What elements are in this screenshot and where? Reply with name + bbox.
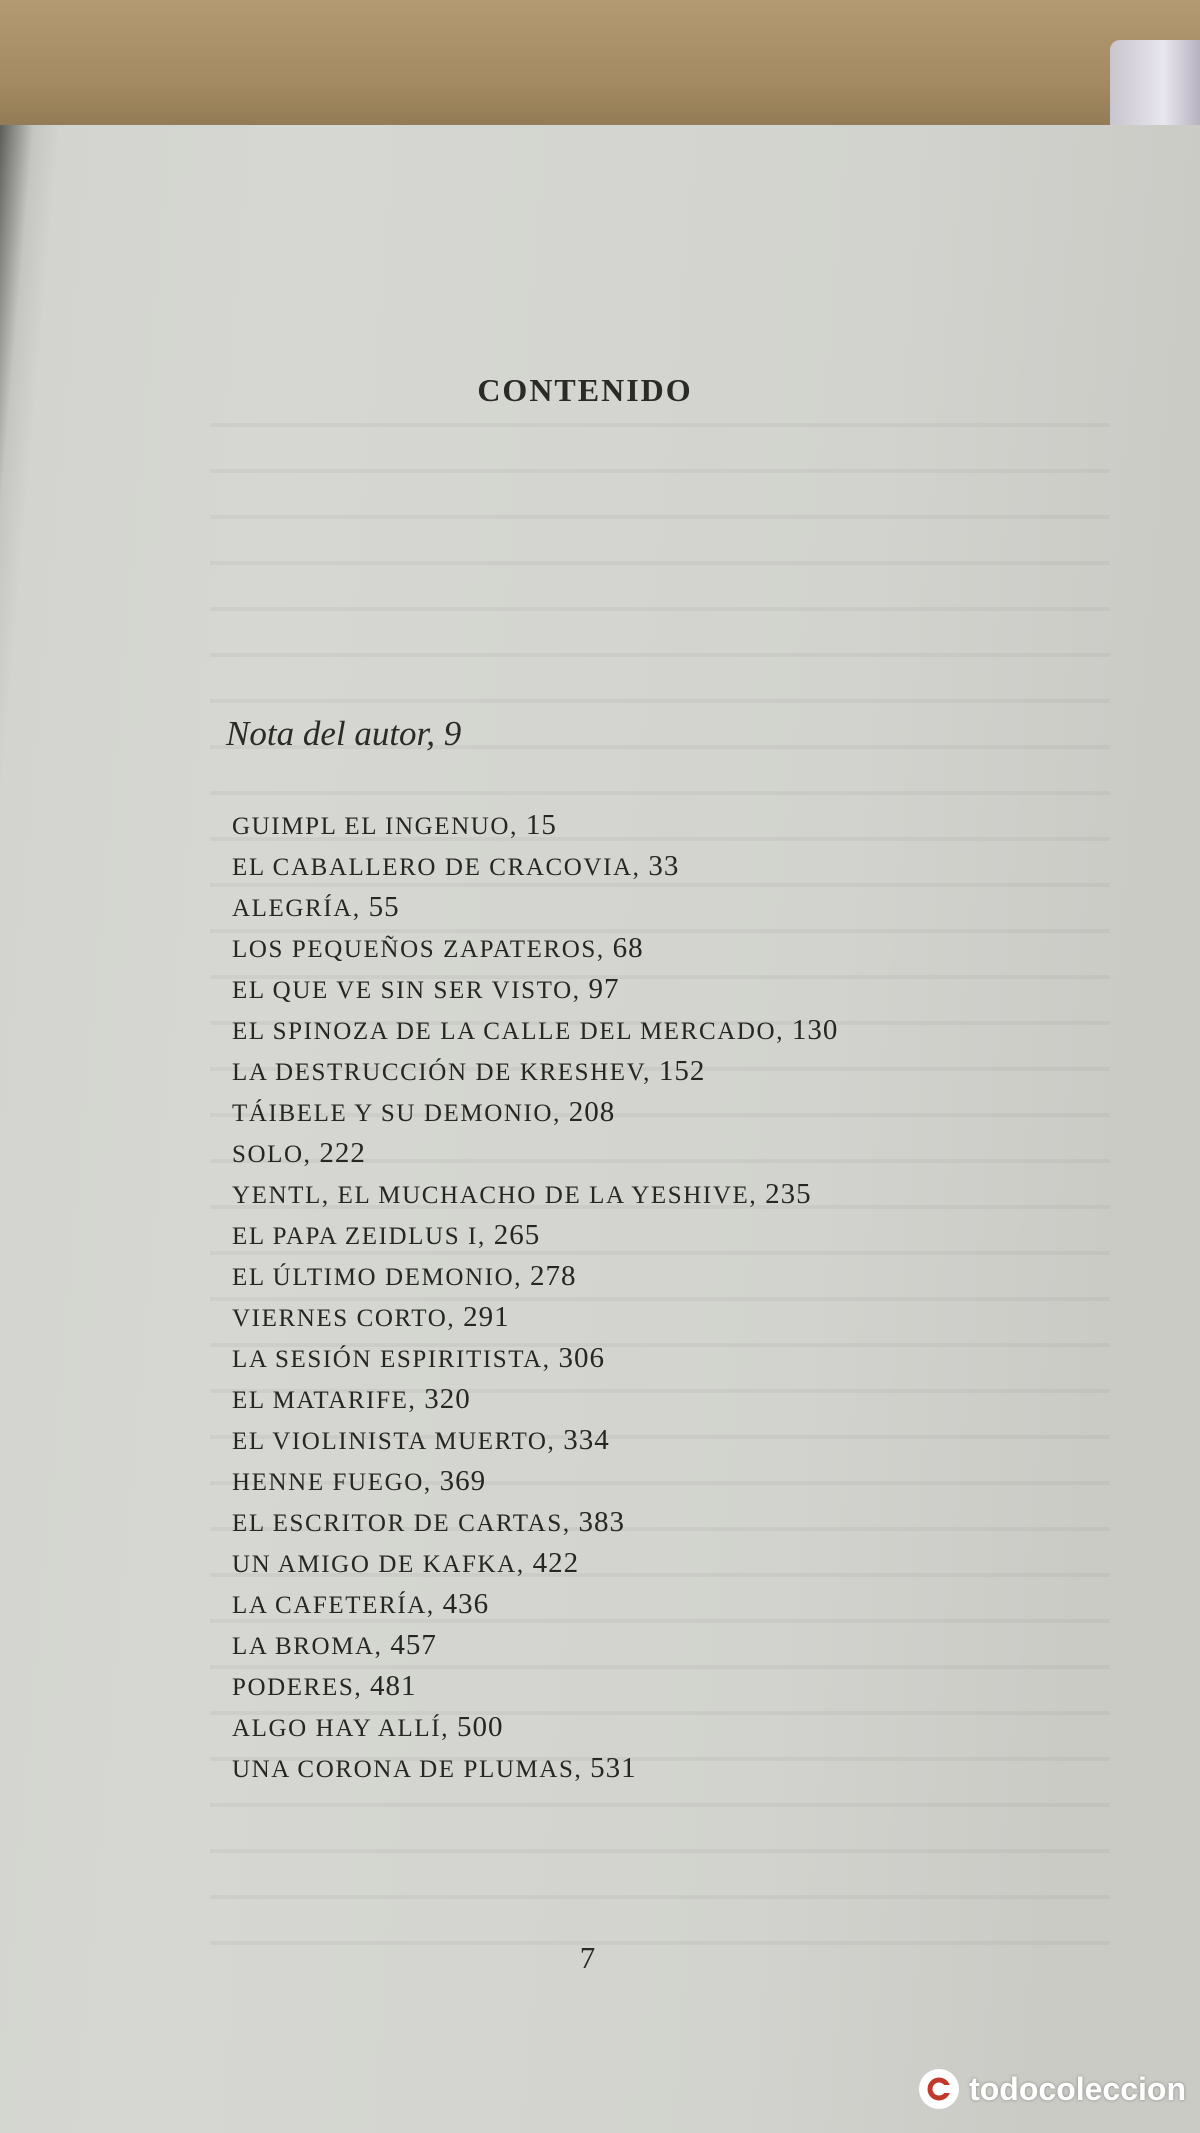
toc-page: 500 xyxy=(456,1711,504,1743)
toc-page: 152 xyxy=(658,1055,706,1087)
toc-entry xyxy=(232,1051,838,1092)
toc-page: 33 xyxy=(648,850,680,882)
toc-page: 369 xyxy=(439,1465,487,1497)
toc-page: 278 xyxy=(529,1260,577,1292)
toc-entry xyxy=(232,928,838,969)
toc-entry xyxy=(232,1379,838,1420)
toc-page: 531 xyxy=(590,1752,637,1784)
toc-title: EL QUE VE SIN SER VISTO, xyxy=(232,977,581,1004)
toc-entry xyxy=(232,1420,838,1461)
toc-page: 235 xyxy=(765,1178,812,1210)
toc-page: 291 xyxy=(463,1301,510,1333)
author-note-entry: Nota del autor, 9 xyxy=(226,714,462,753)
toc-page: 15 xyxy=(525,809,557,841)
toc-entry xyxy=(232,1543,838,1584)
toc-page: 436 xyxy=(442,1588,490,1620)
toc-title: TÁIBELE Y SU DEMONIO, xyxy=(232,1100,561,1127)
toc-title: EL MATARIFE, xyxy=(232,1387,417,1414)
toc-title: GUIMPL EL INGENUO, xyxy=(232,813,518,840)
toc-entry xyxy=(232,1625,838,1666)
toc-entry xyxy=(232,1010,838,1051)
toc-title: EL PAPA ZEIDLUS I, xyxy=(232,1223,486,1250)
toc-page: 383 xyxy=(578,1506,626,1538)
toc-entry xyxy=(232,1215,838,1256)
toc-entry xyxy=(232,1092,838,1133)
todocoleccion-logo-icon xyxy=(917,2067,961,2111)
toc-page: 222 xyxy=(319,1137,366,1169)
toc-title: EL SPINOZA DE LA CALLE DEL MERCADO, xyxy=(232,1018,785,1045)
toc-entry xyxy=(232,887,838,928)
toc-page: 334 xyxy=(563,1424,610,1456)
toc-title: EL CABALLERO DE CRACOVIA, xyxy=(232,854,641,881)
toc-entry xyxy=(232,1256,838,1297)
toc-entry xyxy=(232,1174,838,1215)
toc-entry xyxy=(232,1707,838,1748)
toc-title: EL ÚLTIMO DEMONIO, xyxy=(232,1264,523,1291)
toc-title: EL ESCRITOR DE CARTAS, xyxy=(232,1510,571,1537)
watermark-text: todocoleccion xyxy=(969,2070,1186,2107)
toc-title: YENTL, EL MUCHACHO DE LA YESHIVE, xyxy=(232,1182,758,1209)
toc-page: 130 xyxy=(791,1014,839,1046)
toc-title: LA BROMA, xyxy=(232,1633,383,1660)
toc-page: 306 xyxy=(558,1342,605,1374)
toc-entry xyxy=(232,805,838,846)
toc-title: LA SESIÓN ESPIRITISTA, xyxy=(232,1346,551,1373)
toc-title: SOLO, xyxy=(232,1141,312,1168)
toc-entry xyxy=(232,969,838,1010)
toc-title: HENNE FUEGO, xyxy=(232,1469,432,1496)
toc-page: 457 xyxy=(390,1629,437,1661)
toc-page: 265 xyxy=(493,1219,541,1251)
toc-entry xyxy=(232,1133,838,1174)
toc-title: EL VIOLINISTA MUERTO, xyxy=(232,1428,556,1455)
page-title: CONTENIDO xyxy=(477,372,693,408)
toc-entry xyxy=(232,1666,838,1707)
toc-page: 55 xyxy=(368,891,400,923)
page-number: 7 xyxy=(579,1940,596,1975)
toc-title: UNA CORONA DE PLUMAS, xyxy=(232,1756,583,1783)
toc-title: LA DESTRUCCIÓN DE KRESHEV, xyxy=(232,1059,651,1086)
toc-title: ALGO HAY ALLÍ, xyxy=(232,1715,450,1742)
watermark xyxy=(917,2067,1186,2111)
toc-title: ALEGRÍA, xyxy=(232,895,361,922)
toc-page: 97 xyxy=(588,973,620,1005)
toc-entry xyxy=(232,1502,838,1543)
toc-page: 208 xyxy=(568,1096,616,1128)
toc-page: 68 xyxy=(612,932,644,964)
toc-title: PODERES, xyxy=(232,1674,363,1701)
toc-title: UN AMIGO DE KAFKA, xyxy=(232,1551,525,1578)
toc-entry xyxy=(232,1584,838,1625)
toc-entry xyxy=(232,1297,838,1338)
table-background xyxy=(0,0,1200,140)
toc-entry xyxy=(232,1338,838,1379)
toc-title: VIERNES CORTO, xyxy=(232,1305,456,1332)
toc-entry xyxy=(232,1461,838,1502)
toc-entry xyxy=(232,846,838,887)
table-of-contents xyxy=(232,805,838,1789)
toc-title: LOS PEQUEÑOS ZAPATEROS, xyxy=(232,936,605,963)
toc-page: 422 xyxy=(532,1547,580,1579)
toc-page: 320 xyxy=(424,1383,471,1415)
toc-entry xyxy=(232,1748,838,1789)
toc-page: 481 xyxy=(370,1670,417,1702)
toc-title: LA CAFETERÍA, xyxy=(232,1592,435,1619)
